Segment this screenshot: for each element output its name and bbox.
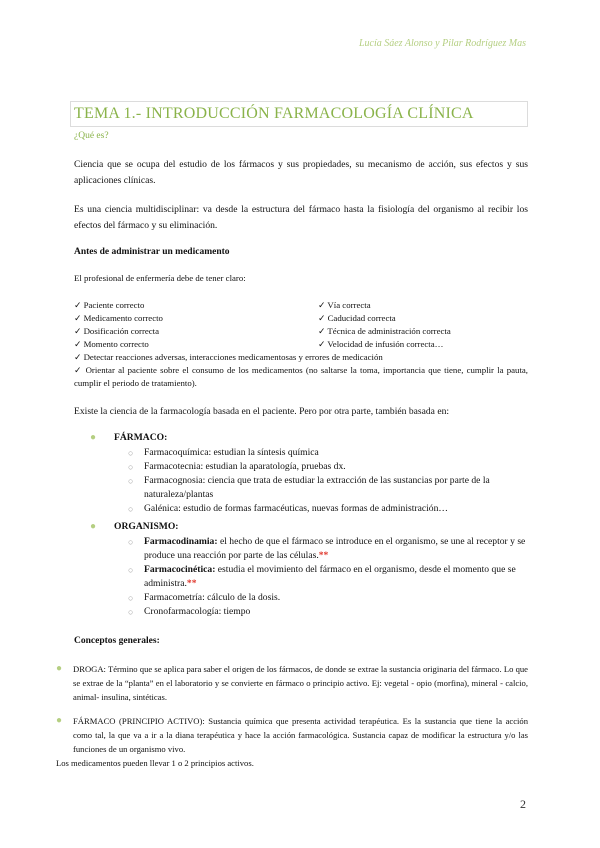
farmacodinamia-term: Farmacodinamia: [144, 536, 218, 547]
farmaco-label: FÁRMACO: [114, 432, 168, 443]
organismo-section [90, 519, 530, 619]
red-mark: ** [186, 578, 197, 589]
concept-farmaco [56, 714, 528, 770]
medicamentos-text: Los medicamentos pueden llevar 1 o 2 principios activos. [56, 758, 254, 768]
droga-text: DROGA: Término que se aplica para saber el origen de los fármacos, de donde se extrae la sustancia originaria del fármaco. Lo que se extrae de la “planta” en el laboratorio y se convierte en fármaco o principio activo. Ej: vegetal - opio (morfina), mineral - calcio, animal- insulina, sintéticas. [73, 664, 528, 702]
bullet-icon: ● [90, 432, 97, 443]
circle-bullet-icon: ○ [128, 537, 134, 547]
list-item: Farmacometría: cálculo de la dosis. [144, 592, 281, 603]
bullet-icon: ● [56, 663, 63, 674]
organismo-label: ORGANISMO: [114, 521, 179, 532]
existence-paragraph: Existe la ciencia de la farmacología basada en el paciente. Pero por otra parte, también basada en: [74, 406, 450, 417]
check-item: ✓ Técnica de administración correcta [318, 326, 451, 336]
circle-bullet-icon: ○ [128, 476, 134, 486]
checklist [74, 299, 528, 390]
check-item: ✓ Paciente correcto [74, 300, 145, 310]
subtitle: ¿Qué es? [74, 131, 109, 141]
list-item: Farmacognosia: ciencia que trata de estudiar la extracción de las sustancias por parte de la naturaleza/plantas [144, 475, 490, 500]
bullet-icon: ● [56, 715, 63, 726]
farmacodinamia-text: el hecho de que el fármaco se introduce en el organismo, se une al receptor y se produce una reacción por parte de las células. [144, 536, 526, 561]
page-number: 2 [520, 797, 526, 811]
list-item: Farmacotecnia: estudian la aparatología, pruebas dx. [144, 461, 346, 472]
farmaco-pa-text: FÁRMACO (PRINCIPIO ACTIVO): Sustancia química que presenta actividad terapéutica. Es la sustancia que tiene la acción como tal, la que va a ir a la diana terapéutica y hace la acción farmacológica. Sustancia capaz de modificar la estructura y/o las funciones de un organismo vivo. [73, 716, 528, 754]
title-box [70, 101, 528, 127]
circle-bullet-icon: ○ [128, 504, 134, 514]
circle-bullet-icon: ○ [128, 448, 134, 458]
check-item: ✓ Velocidad de infusión correcta… [318, 339, 444, 349]
page-title: TEMA 1.- INTRODUCCIÓN FARMACOLOGÍA CLÍNICA [74, 105, 474, 122]
check-item: ✓ Medicamento correcto [74, 313, 163, 323]
before-heading: Antes de administrar un medicamento [74, 247, 230, 257]
bullet-icon: ● [90, 521, 97, 532]
farmacocinetica-term: Farmacocinética: [144, 564, 216, 575]
list-item: Galénica: estudio de formas farmacéuticas, nuevas formas de administración… [144, 503, 448, 514]
list-item [144, 535, 530, 563]
check-item-detect: ✓ Detectar reacciones adversas, interacciones medicamentosas y errores de medicación [74, 352, 383, 362]
intro-paragraph-1: Ciencia que se ocupa del estudio de los fármacos y sus propiedades, su mecanismo de acción, sus efectos y sus aplicaciones clínicas. [74, 159, 528, 186]
list-item: Cronofarmacología: tiempo [144, 606, 251, 617]
circle-bullet-icon: ○ [128, 565, 134, 575]
circle-bullet-icon: ○ [128, 607, 134, 617]
check-item: ✓ Vía correcta [318, 300, 371, 310]
concepts-heading: Conceptos generales: [74, 636, 160, 646]
list-item: Farmacoquímica: estudian la síntesis química [144, 447, 319, 458]
farmaco-section [90, 430, 530, 516]
check-item: ✓ Caducidad correcta [318, 313, 396, 323]
check-item: ✓ Dosificación correcta [74, 326, 160, 336]
header-authors: Lucía Sáez Alonso y Pilar Rodríguez Mas [358, 38, 526, 49]
concept-droga [56, 662, 528, 704]
check-item: ✓ Momento correcto [74, 339, 149, 349]
check-item-orient: ✓ Orientar al paciente sobre el consumo de los medicamentos (no saltarse la toma, importancia que tiene, cumplir la pauta, cumplir el periodo de tratamiento). [74, 365, 528, 388]
circle-bullet-icon: ○ [128, 462, 134, 472]
red-mark: ** [318, 550, 329, 561]
list-item [144, 563, 530, 591]
farmacocinetica-text: estudia el movimiento del fármaco en el organismo, desde el momento que se administra. [144, 564, 516, 589]
nurse-text: El profesional de enfermería debe de tener claro: [74, 273, 246, 283]
intro-paragraph-2: Es una ciencia multidisciplinar: va desde la estructura del fármaco hasta la fisiología del organismo al recibir los efectos del fármaco y su eliminación. [74, 204, 528, 231]
circle-bullet-icon: ○ [128, 593, 134, 603]
